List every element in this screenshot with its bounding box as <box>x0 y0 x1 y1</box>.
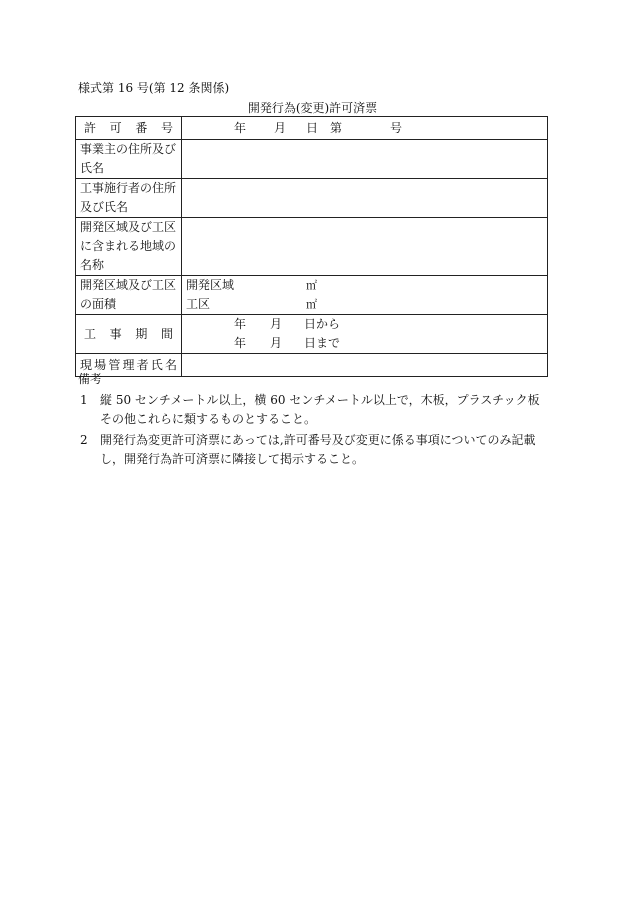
start-year: 年 <box>234 317 247 331</box>
label-owner-line2: 氏名 <box>80 161 105 175</box>
period-start <box>186 315 543 334</box>
value-owner[interactable] <box>182 140 548 179</box>
permit-year: 年 <box>234 120 247 135</box>
label-contractor-line2: 及び氏名 <box>80 200 129 214</box>
form-number: 様式第 16 号(第 12 条関係) <box>78 81 230 95</box>
end-year: 年 <box>234 336 247 350</box>
label-contractor-line1: 工事施行者の住所 <box>80 181 177 195</box>
label-area-name-line3: 名称 <box>80 258 105 272</box>
value-contractor[interactable] <box>182 179 548 218</box>
remark-number: 1 <box>80 393 88 407</box>
value-area-size[interactable] <box>182 276 548 315</box>
value-area-name[interactable] <box>182 218 548 276</box>
permit-dai: 第 <box>330 120 343 135</box>
remarks-heading: 備考 <box>78 372 103 386</box>
work-area-label: 工区 <box>186 297 211 311</box>
label-area-size <box>76 276 182 315</box>
remark-text: 縦 50 センチメートル以上，横 60 センチメートル以上で，木板，プラスチック板その他これらに類するものとすること。 <box>100 393 540 426</box>
work-area-unit: ㎡ <box>306 298 317 311</box>
label-char: 管 <box>108 357 121 372</box>
label-char: 間 <box>160 326 173 341</box>
dev-area-label: 開発区域 <box>186 278 235 292</box>
work-area-line <box>186 295 543 314</box>
label-char: 理 <box>122 357 135 372</box>
row-contractor <box>76 179 548 218</box>
label-char: 事 <box>109 326 122 341</box>
label-area-name-line2: に含まれる地域の <box>80 239 177 253</box>
row-permit-number <box>76 117 548 140</box>
label-area-size-line2: の面積 <box>80 297 117 311</box>
label-char: 番 <box>135 120 148 135</box>
label-contractor <box>76 179 182 218</box>
label-char: 可 <box>109 120 122 135</box>
label-char: 者 <box>136 357 149 372</box>
label-char: 現 <box>80 357 93 372</box>
remark-number: 2 <box>80 433 88 447</box>
dev-area-unit: ㎡ <box>306 279 317 292</box>
dev-area-line <box>186 276 543 295</box>
value-permit-number[interactable] <box>182 117 548 140</box>
label-char: 場 <box>94 357 107 372</box>
row-period <box>76 315 548 354</box>
end-day: 日まで <box>304 336 341 350</box>
label-char: 期 <box>135 326 148 341</box>
remark-item <box>78 391 550 429</box>
label-char: 許 <box>84 120 97 135</box>
permit-go: 号 <box>390 120 403 135</box>
label-owner <box>76 140 182 179</box>
start-day: 日から <box>304 317 341 331</box>
document-title: 開発行為(変更)許可済票 <box>247 101 378 115</box>
row-owner <box>76 140 548 179</box>
end-month: 月 <box>270 336 283 350</box>
row-area-name <box>76 218 548 276</box>
permit-day: 日 <box>306 120 319 135</box>
label-char: 工 <box>84 326 97 341</box>
label-char: 号 <box>160 120 173 135</box>
label-area-size-line1: 開発区域及び工区 <box>80 278 177 292</box>
value-period[interactable] <box>182 315 548 354</box>
start-month: 月 <box>270 317 283 331</box>
row-area-size <box>76 276 548 315</box>
label-char: 氏 <box>150 357 163 372</box>
label-period <box>76 315 182 354</box>
remark-item <box>78 431 550 469</box>
label-permit-number <box>76 117 182 140</box>
label-owner-line1: 事業主の住所及び <box>80 142 177 156</box>
permit-month: 月 <box>274 120 287 135</box>
permit-table <box>75 116 548 377</box>
label-char: 名 <box>164 357 177 372</box>
remark-text: 開発行為変更許可済票にあっては,許可番号及び変更に係る事項についてのみ記載し，開発行為許可済票に隣接して掲示すること。 <box>100 433 536 466</box>
label-area-name <box>76 218 182 276</box>
remarks <box>78 370 550 471</box>
label-area-name-line1: 開発区域及び工区 <box>80 220 177 234</box>
period-end <box>186 334 543 353</box>
